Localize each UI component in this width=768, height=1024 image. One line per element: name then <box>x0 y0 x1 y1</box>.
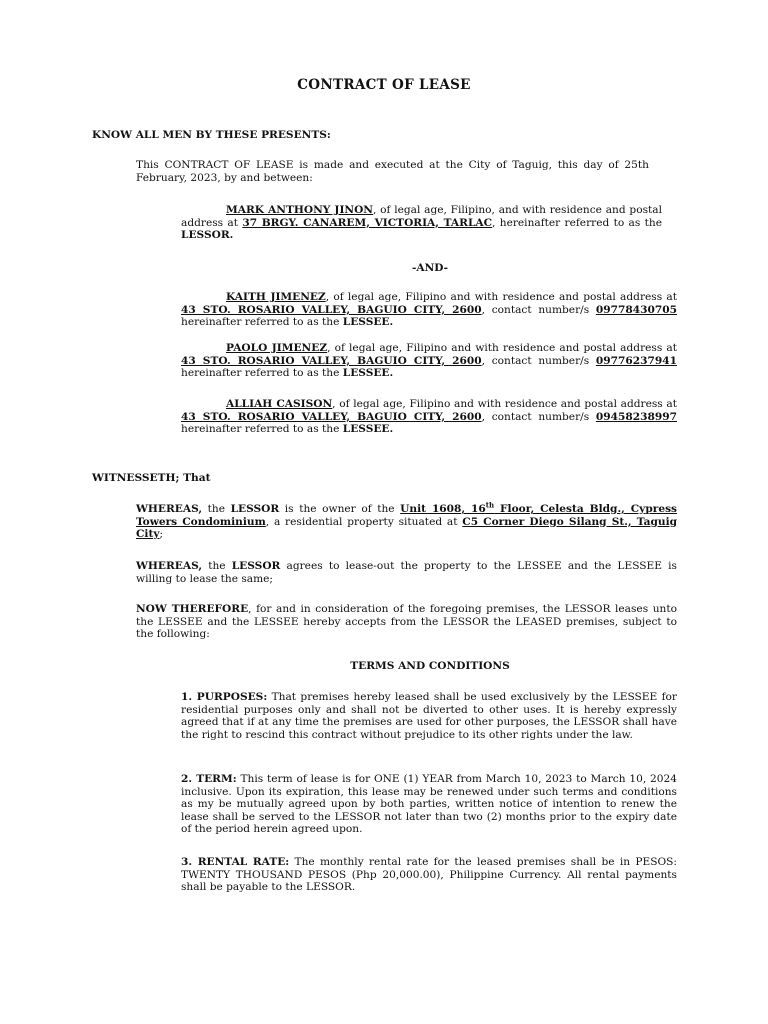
terms-heading: TERMS AND CONDITIONS <box>350 660 510 672</box>
lessee-name-3: ALLIAH CASISON <box>226 398 333 410</box>
whereas-clause-1: WHEREAS, the LESSOR is the owner of the Unit 1608, 16th Floor, Celesta Bldg., Cypress Towers Condominium, a residential property situated at C5 Corner Diego Silang St., Taguig City; <box>136 500 677 541</box>
lessee-address-3: 43 STO. ROSARIO VALLEY, BAGUIO CITY, 2600 <box>181 410 482 423</box>
intro-paragraph: This CONTRACT OF LEASE is made and executed at the City of Taguig, this day of 25th February, 2023, by and between: <box>136 159 649 184</box>
lessee-address-2: 43 STO. ROSARIO VALLEY, BAGUIO CITY, 2600 <box>181 354 482 367</box>
now-therefore-clause: NOW THEREFORE, for and in consideration of the foregoing premises, the LESSOR leases unto the LESSEE and the LESSEE hereby accepts from the LESSOR the LEASED premises, subject to the following: <box>136 603 677 641</box>
term-purposes: 1. PURPOSES: That premises hereby leased shall be used exclusively by the LESSEE for residential purposes only and shall not be diverted to other uses. It is hereby expressly agreed that if at any time the premises are used for other purposes, the LESSOR shall have the right to rescind this contract without prejudice to its other rights under the law. <box>181 691 677 741</box>
lessee-paragraph-2: PAOLO JIMENEZ, of legal age, Filipino and with residence and postal address at 43 STO. ROSARIO VALLEY, BAGUIO CITY, 2600, contact number/s 09776237941 hereinafter referred to as the LESSEE. <box>181 342 677 380</box>
lessor-paragraph: MARK ANTHONY JINON, of legal age, Filipino, and with residence and postal address at 37 BRGY. CANAREM, VICTORIA, TARLAC, hereinafter referred to as the LESSOR. <box>181 204 662 242</box>
lessee-name-1: KAITH JIMENEZ <box>226 291 326 303</box>
lessee-contact-1: 09778430705 <box>595 303 677 316</box>
lessor-name: MARK ANTHONY JINON <box>226 204 373 216</box>
witnesseth-heading: WITNESSETH; That <box>92 472 211 484</box>
lessee-paragraph-3: ALLIAH CASISON, of legal age, Filipino and with residence and postal address at 43 STO. ROSARIO VALLEY, BAGUIO CITY, 2600, contact number/s 09458238997 hereinafter referred to as the LESSEE. <box>181 398 678 436</box>
property-location: C5 Corner Diego Silang St., Taguig City <box>136 515 677 541</box>
document-title: CONTRACT OF LEASE <box>297 77 471 93</box>
and-separator: -AND- <box>411 262 449 274</box>
know-all-heading: KNOW ALL MEN BY THESE PRESENTS: <box>92 129 331 141</box>
lessee-address-1: 43 STO. ROSARIO VALLEY, BAGUIO CITY, 2600 <box>181 303 482 316</box>
term-rental-rate: 3. RENTAL RATE: The monthly rental rate for the leased premises shall be in PESOS: TWENTY THOUSAND PESOS (Php 20,000.00), Philippine Currency. All rental payments shall be payable to the LESSOR. <box>181 856 677 894</box>
property-unit: Unit 1608, 16th Floor, Celesta Bldg., Cypress Towers Condominium <box>136 500 677 528</box>
lessee-contact-2: 09776237941 <box>595 354 677 367</box>
lessee-paragraph-1: KAITH JIMENEZ, of legal age, Filipino and with residence and postal address at 43 STO. ROSARIO VALLEY, BAGUIO CITY, 2600, contact number/s 09778430705 hereinafter referred to as the LESSEE. <box>181 291 677 329</box>
lessor-address: 37 BRGY. CANAREM, VICTORIA, TARLAC <box>242 216 493 229</box>
lessor-role: LESSOR. <box>181 229 234 242</box>
whereas-clause-2: WHEREAS, the LESSOR agrees to lease-out the property to the LESSEE and the LESSEE is willing to lease the same; <box>136 560 677 585</box>
lessee-contact-3: 09458238997 <box>595 410 677 423</box>
lessee-name-2: PAOLO JIMENEZ <box>226 342 328 354</box>
term-duration: 2. TERM: This term of lease is for ONE (1) YEAR from March 10, 2023 to March 10, 2024 inclusive. Upon its expiration, this lease may be renewed under such terms and conditions as my be mutually agreed upon by both parties, written notice of intention to renew the lease shall be served to the LESSOR not later than two (2) months prior to the expiry date of the period herein agreed upon. <box>181 773 677 836</box>
